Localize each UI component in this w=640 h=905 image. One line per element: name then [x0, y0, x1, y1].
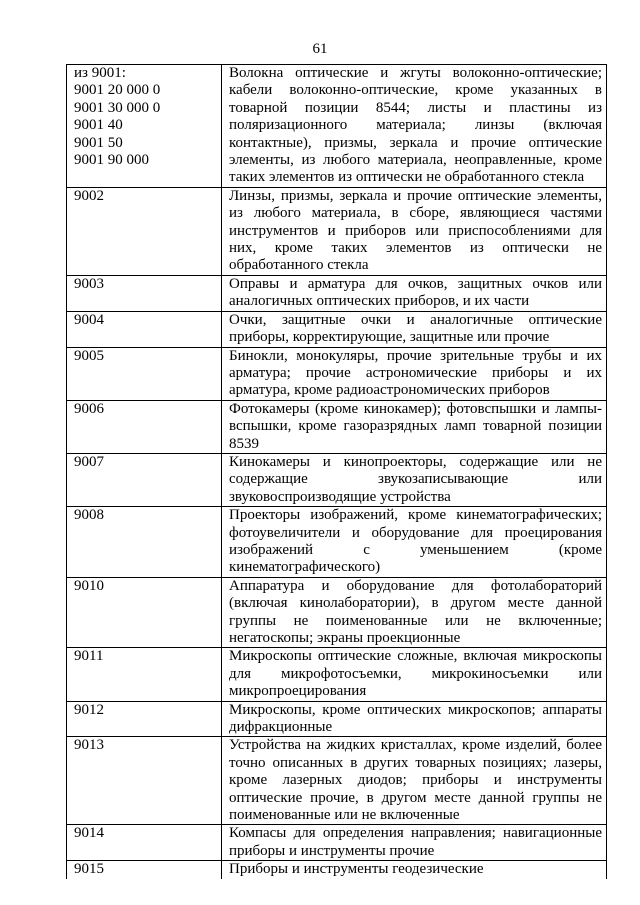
code-cell: 9005 — [67, 347, 222, 400]
table-row — [67, 701, 607, 737]
table-row — [67, 737, 607, 825]
description-cell: Компасы для определения направления; навигационные приборы и инструменты прочие — [222, 825, 607, 861]
table-row — [67, 507, 607, 578]
description-cell: Микроскопы, кроме оптических микроскопов; аппараты дифракционные — [222, 701, 607, 737]
page-number: 61 — [312, 41, 328, 57]
code-cell: 9012 — [67, 701, 222, 737]
code-cell: 9003 — [67, 275, 222, 311]
table-row — [67, 311, 607, 347]
description-cell: Очки, защитные очки и аналогичные оптические приборы, корректирующие, защитные или прочие — [222, 311, 607, 347]
description-cell: Проекторы изображений, кроме кинематографических; фотоувеличители и оборудование для проецирования изображений с уменьшением (кроме кинематографического) — [222, 507, 607, 578]
description-cell: Фотокамеры (кроме кинокамер); фотовспышки и лампы-вспышки, кроме газоразрядных ламп товарной позиции 8539 — [222, 400, 607, 453]
table-row — [67, 347, 607, 400]
table-row — [67, 400, 607, 453]
code-cell: 9002 — [67, 187, 222, 275]
table-row — [67, 825, 607, 861]
code-cell: 9007 — [67, 453, 222, 506]
table-row — [67, 65, 607, 188]
description-cell: Линзы, призмы, зеркала и прочие оптические элементы, из любого материала, в сборе, являющиеся частями инструментов и приборов или приспособлениями для них, кроме таких элементов из оптически не обработанного стекла — [222, 187, 607, 275]
description-cell: Устройства на жидких кристаллах, кроме изделий, более точно описанных в других товарных позициях; лазеры, кроме лазерных диодов; приборы и инструменты оптические прочие, в другом месте данной группы не поименованные или не включенные — [222, 737, 607, 825]
table-row — [67, 861, 607, 879]
code-cell: 9006 — [67, 400, 222, 453]
description-cell: Волокна оптические и жгуты волоконно-оптические; кабели волоконно-оптические, кроме указанных в товарной позиции 8544; листы и пластины из поляризационного материала; линзы (включая контактные), призмы, зеркала и прочие оптические элементы, из любого материала, неоправленные, кроме таких элементов из оптически не обработанного стекла — [222, 65, 607, 188]
description-cell: Приборы и инструменты геодезические — [222, 861, 607, 879]
description-cell: Кинокамеры и кинопроекторы, содержащие или не содержащие звукозаписывающие или звуковоспроизводящие устройства — [222, 453, 607, 506]
description-cell: Бинокли, монокуляры, прочие зрительные трубы и их арматура; прочие астрономические приборы и их арматура, кроме радиоастрономических приборов — [222, 347, 607, 400]
code-cell: 9014 — [67, 825, 222, 861]
code-cell: 9010 — [67, 577, 222, 648]
table-row — [67, 648, 607, 701]
code-cell: 9011 — [67, 648, 222, 701]
table-row — [67, 275, 607, 311]
code-cell: 9004 — [67, 311, 222, 347]
table-row — [67, 187, 607, 275]
tn-ved-code-table — [66, 64, 607, 879]
description-cell: Аппаратура и оборудование для фотолабораторий (включая кинолаборатории), в другом месте данной группы не поименованные или не включенные; негатоскопы; экраны проекционные — [222, 577, 607, 648]
code-cell: 9015 — [67, 861, 222, 879]
description-cell: Микроскопы оптические сложные, включая микроскопы для микрофотосъемки, микрокиносъемки или микропроецирования — [222, 648, 607, 701]
description-cell: Оправы и арматура для очков, защитных очков или аналогичных оптических приборов, и их части — [222, 275, 607, 311]
table-row — [67, 577, 607, 648]
code-cell: из 9001: 9001 20 000 0 9001 30 000 0 9001 40 9001 50 9001 90 000 — [67, 65, 222, 188]
table-row — [67, 453, 607, 506]
code-cell: 9013 — [67, 737, 222, 825]
code-cell: 9008 — [67, 507, 222, 578]
